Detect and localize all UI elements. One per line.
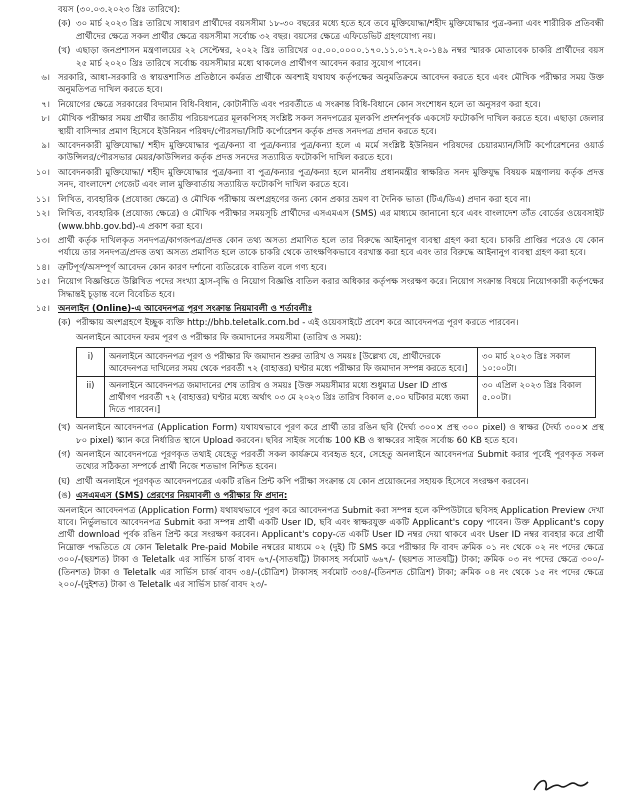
signature-mark [530,774,590,796]
sms-body: অনলাইনে আবেদনপত্র (Application Form) যথাযথভাবে পূরণ করে আবেদনপত্র Submit করা সম্পন্ন হলে কম্পিউটারে ছবিসহ Application Preview দেখা যাবে। নির্ভুলভাবে আবেদনপত্র Submit করা সম্পন্ন প্রার্থী একটি User ID, ছবি এবং স্বাক্ষরযুক্ত একটি Applicant's copy পাবেন। উক্ত Applicant's copy প্রার্থী download পূর্বক রঙিন প্রিন্ট করে সংরক্ষণ করবেন। Applicant's copy-তে একটি User ID নম্বর দেয়া থাকবে এবং User ID নম্বর ব্যবহার করে প্রার্থী নিম্নোক্ত পদ্ধতিতে যে কোন Teletalk Pre-paid Mobile নম্বরের মাধ্যমে ০২ (দুই) টি SMS করে পরীক্ষার ফি বাবদ ক্রমিক ০১ নং থেকে ০২ নং পদের ক্ষেত্রে ৩০০/-(ছয়শত) টাকা ও Teletalk এর সার্ভিস চার্জ বাবদ ৬৭/-(সাতষট্টি) টাকাসহ সর্বমোট ৬৬৭/- (ছয়শত সাতষট্টি) টাকা; ক্রমিক ০৩ নং পদের ক্ষেত্রে ৩০০/-(তিনশত) টাকা ও Teletalk এর সার্ভিস চার্জ বাবদ ৩৪/-(চৌত্রিশ) টাকাসহ সর্বমোট ৩৩৪/-(তিনশত চৌত্রিশ) টাকা; ক্রমিক ০৪ নং থেকে ১৫ নং পদের ক্ষেত্রে ২০০/-(দুইশত) টাকা ও Teletalk এর সার্ভিস চার্জ বাবদ ২৩/- [58,505,604,591]
schedule-title: অনলাইনে আবেদন ফরম পূরণ ও পরীক্ষার ফি জমাদানের সময়সীমা (তারিখ ও সময়): [76,332,362,343]
schedule-table [76,347,596,418]
age-heading: বয়স (৩০.০৩.২০২৩ খ্রিঃ তারিখে): [58,5,181,15]
item-11: ১১। লিখিত, ব্যবহারিক (প্রযোজ্য ক্ষেত্রে) ও মৌখিক পরীক্ষায় অংশগ্রহণের জন্য কোন প্রকার ভ্রমণ বা দৈনিক ভাতা (টিএ/ডিএ) প্রদান করা হবে না। [35,194,531,205]
item-14: ১৪। ত্রুটিপূর্ণ/অসম্পূর্ণ আবেদন কোন কারণ দর্শানো ব্যতিরেকে বাতিল বলে গণ্য হবে। [35,262,327,273]
age-clause-kha: (খ) এছাড়া জনপ্রশাসন মন্ত্রণালয়ের ২২ সেপ্টেম্বর, ২০২২ খ্রিঃ তারিখের ০৫.০০.০০০০.১৭০.১১.০১৭.২০-১৪৯ নম্বর স্মারক মোতাবেক চাকরি প্রার্থীদের বয়স ২৫ মার্চ ২০২০ খ্রিঃ তারিখে সর্বোচ্চ বয়সসীমার মধ্যে থাকলেও প্রার্থীগণ আবেদন করার সুযোগ পাবেন। [58,46,604,69]
online-clause-gha: (ঘ) প্রার্থী অনলাইনে পূরণকৃত আবেদনপত্রের একটি রঙিন প্রিন্ট কপি পরীক্ষা সংক্রান্ত যে কোন প্রয়োজনের সহায়ক হিসেবে সংরক্ষণ করবেন। [58,476,529,487]
item-9: ৯। আবেদনকারী মুক্তিযোদ্ধা/ শহীদ মুক্তিযোদ্ধার পুত্র/কন্যা বা পুত্র/কন্যার পুত্র/কন্যা হলে এ মর্মে সংশ্লিষ্ট ইউনিয়ন পরিষদের চেয়ারম্যান/সিটি কর্পোরেশনের ওয়ার্ড কাউন্সিলর/পৌরসভার মেয়র/কাউন্সিলর কর্তৃক প্রদত্ত সনদের সত্যায়িত ফটোকপি দাখিল করতে হবে। [41,141,604,164]
online-section-heading: অনলাইন (Online)-এ আবেদনপত্র পূরণ সংক্রান্ত নিয়মাবলী ও শর্তাবলীঃ [58,303,313,314]
item-12: ১২। লিখিত, ব্যবহারিক (প্রযোজ্য ক্ষেত্রে) ও মৌখিক পরীক্ষার সময়সূচি প্রার্থীদের এসএমএস (SMS) এর মাধ্যমে জানানো হবে এবং বাংলাদেশ তাঁত বোর্ডের ওয়েবসাইট (www.bhb.gov.bd)-এ প্রকাশ করা হবে। [35,209,604,232]
online-clause-ka: (ক) পরীক্ষায় অংশগ্রহণে ইচ্ছুক ব্যক্তি http://bhb.teletalk.com.bd - এই ওয়েবসাইটে প্রবেশ করে আবেদনপত্র পূরণ করতে পারবেন। [58,318,519,329]
sms-heading: এসএমএস (SMS) প্রেরণের নিয়মাবলী ও পরীক্ষার ফি প্রদান: [76,491,288,502]
age-heading-row [18,4,604,16]
table-row: ii) অনলাইনে আবেদনপত্র জমাদানের শেষ তারিখ ও সময়ঃ [উক্ত সময়সীমার মধ্যে শুধুমাত্র User ID প্রাপ্ত প্রার্থীগণ পরবর্তী ৭২ (বাহাত্তর) ঘণ্টার মধ্যে অর্থাৎ ০৩ মে ২০২৩ খ্রিঃ তারিখ বিকাল ৫.০০ ঘটিকার মধ্যে জমা দিতে পারবেন।] ৩০ এপ্রিল ২০২৩ খ্রিঃ বিকাল ৫.০০টা। [77,377,596,418]
online-clause-ga: (গ) অনলাইনে আবেদনপত্রে পূরণকৃত তথ্যই যেহেতু পরবর্তী সকল কার্যক্রমে ব্যবহৃত হবে, সেহেতু অনলাইনে আবেদনপত্র Submit করার পূর্বেই পূরণকৃত সকল তথ্যের সঠিকতা সম্পর্কে প্রার্থী নিজে শতভাগ নিশ্চিত হবেন। [58,449,604,473]
item-15: ১৫। নিয়োগ বিজ্ঞপ্তিতে উল্লিখিত পদের সংখ্যা হ্রাস-বৃদ্ধি ও নিয়োগ বিজ্ঞপ্তি বাতিল করার অধিকার কর্তৃপক্ষ সংরক্ষণ করে। নিয়োগ সংক্রান্ত বিষয়ে নিয়োগকারী কর্তৃপক্ষের সিদ্ধান্তই চূড়ান্ত বলে বিবেচিত হবে। [35,277,604,300]
online-clause-umo: (ঙ) এসএমএস (SMS) প্রেরণের নিয়মাবলী ও পরীক্ষার ফি প্রদান: [58,490,604,502]
online-section-heading-row: ১৫। অনলাইন (Online)-এ আবেদনপত্র পূরণ সংক্রান্ত নিয়মাবলী ও শর্তাবলীঃ [18,303,604,315]
online-clause-kha: (খ) অনলাইনে আবেদনপত্র (Application Form) যথাযথভাবে পূরণ করে প্রার্থী তার রঙিন ছবি (দৈর্ঘ্য ৩০০× প্রস্থ ৩০০ pixel) ও স্বাক্ষর (দৈর্ঘ্য ৩০০× প্রস্থ ৮০ pixel) স্ক্যান করে নির্ধারিত স্থানে Upload করবেন। ছবির সাইজ সর্বোচ্চ 100 KB ও স্বাক্ষরের সাইজ সর্বোচ্চ 60 KB হতে হবে। [58,423,604,446]
item-13: ১৩। প্রার্থী কর্তৃক দাখিলকৃত সনদপত্র/কাগজপত্র/প্রদত্ত কোন তথ্য অসত্য প্রমাণিত হলে তার বিরুদ্ধে আইনানুগ ব্যবস্থা গ্রহণ করা হবে। চাকরি প্রাপ্তির পরেও যে কোন পর্যায়ে তার সনদপত্র/প্রদত্ত তথ্য অসত্য প্রমাণিত হলে তাকে চাকরি থেকে তাৎক্ষণিকভাবে বরখাস্ত করা হবে এবং তার বিরুদ্ধে আইনানুগ ব্যবস্থা গ্রহণ করা হবে। [35,235,604,259]
age-clause-ka: (ক) ৩০ মার্চ ২০২৩ খ্রিঃ তারিখে সাধারণ প্রার্থীদের বয়সসীমা ১৮-৩০ বছরের মধ্যে হতে হবে তবে মুক্তিযোদ্ধা/শহীদ মুক্তিযোদ্ধার পুত্র-কন্যা এবং শারীরিক প্রতিবন্ধী প্রার্থীদের ক্ষেত্রে সকল প্রার্থীর ক্ষেত্রে বয়সসীমা সর্বোচ্চ ৩২ বছর। বয়সের ক্ষেত্রে এফিডেভিট গ্রহণযোগ্য নয়। [58,19,604,42]
item-8: ৮। মৌখিক পরীক্ষার সময় প্রার্থীর জাতীয় পরিচয়পত্রের মূলকপিসহ সংশ্লিষ্ট সকল সনদপত্রের মূলকপি প্রদর্শনপূর্বক একসেট ফটোকপি দাখিল করতে হবে। এছাড়া জেলার স্থায়ী বাসিন্দার প্রমাণ হিসেবে ইউনিয়ন পরিষদ/পৌরসভা/সিটি কর্পোরেশন কর্তৃক প্রদত্ত সনদপত্র প্রদান করতে হবে। [41,114,604,137]
item-10: ১০। আবেদনকারী মুক্তিযোদ্ধা/ শহীদ মুক্তিযোদ্ধার পুত্র/কন্যা বা পুত্র/কন্যার পুত্র/কন্যা হলে মাননীয় প্রধানমন্ত্রীর স্বাক্ষরিত সনদ মুক্তিযুদ্ধ বিষয়ক মন্ত্রণালয় কর্তৃক প্রদত্ত সনদ, বাংলাদেশ গেজেট এবং লাল মুক্তিবার্তায় সত্যায়িত ফটোকপি দাখিল করতে হবে। [35,167,604,191]
item-7: ৭। নিয়োগের ক্ষেত্রে সরকারের বিদ্যমান বিধি-বিধান, কোটানীতি এবং পরবর্তীতে এ সংক্রান্ত বিধি-বিধানে কোন সংশোধন হলে তা অনুসরণ করা হবে। [41,99,541,110]
item-6: ৬। সরকারি, আধা-সরকারি ও স্বায়ত্তশাসিত প্রতিষ্ঠানে কর্মরত প্রার্থীকে অবশ্যই যথাযথ কর্তৃপক্ষের অনুমতিক্রমে আবেদন করতে হবে এবং মৌখিক পরীক্ষার সময় উক্ত অনুমতিপত্র দাখিল করতে হবে। [41,73,604,96]
table-row: i) অনলাইনে আবেদনপত্র পূরণ ও পরীক্ষার ফি জমাদান শুরুর তারিখ ও সময়ঃ [উল্লেখ্য যে, প্রার্থীদেরকে আবেদনপত্র দাখিলের সময় থেকে পরবর্তী ৭২ (বাহাত্তর) ঘণ্টার মধ্যে পরীক্ষার ফি জমাদান সম্পন্ন করতে হবে।] ৩০ মার্চ ২০২৩ খ্রিঃ সকাল ১০:০০টা। [77,348,596,377]
